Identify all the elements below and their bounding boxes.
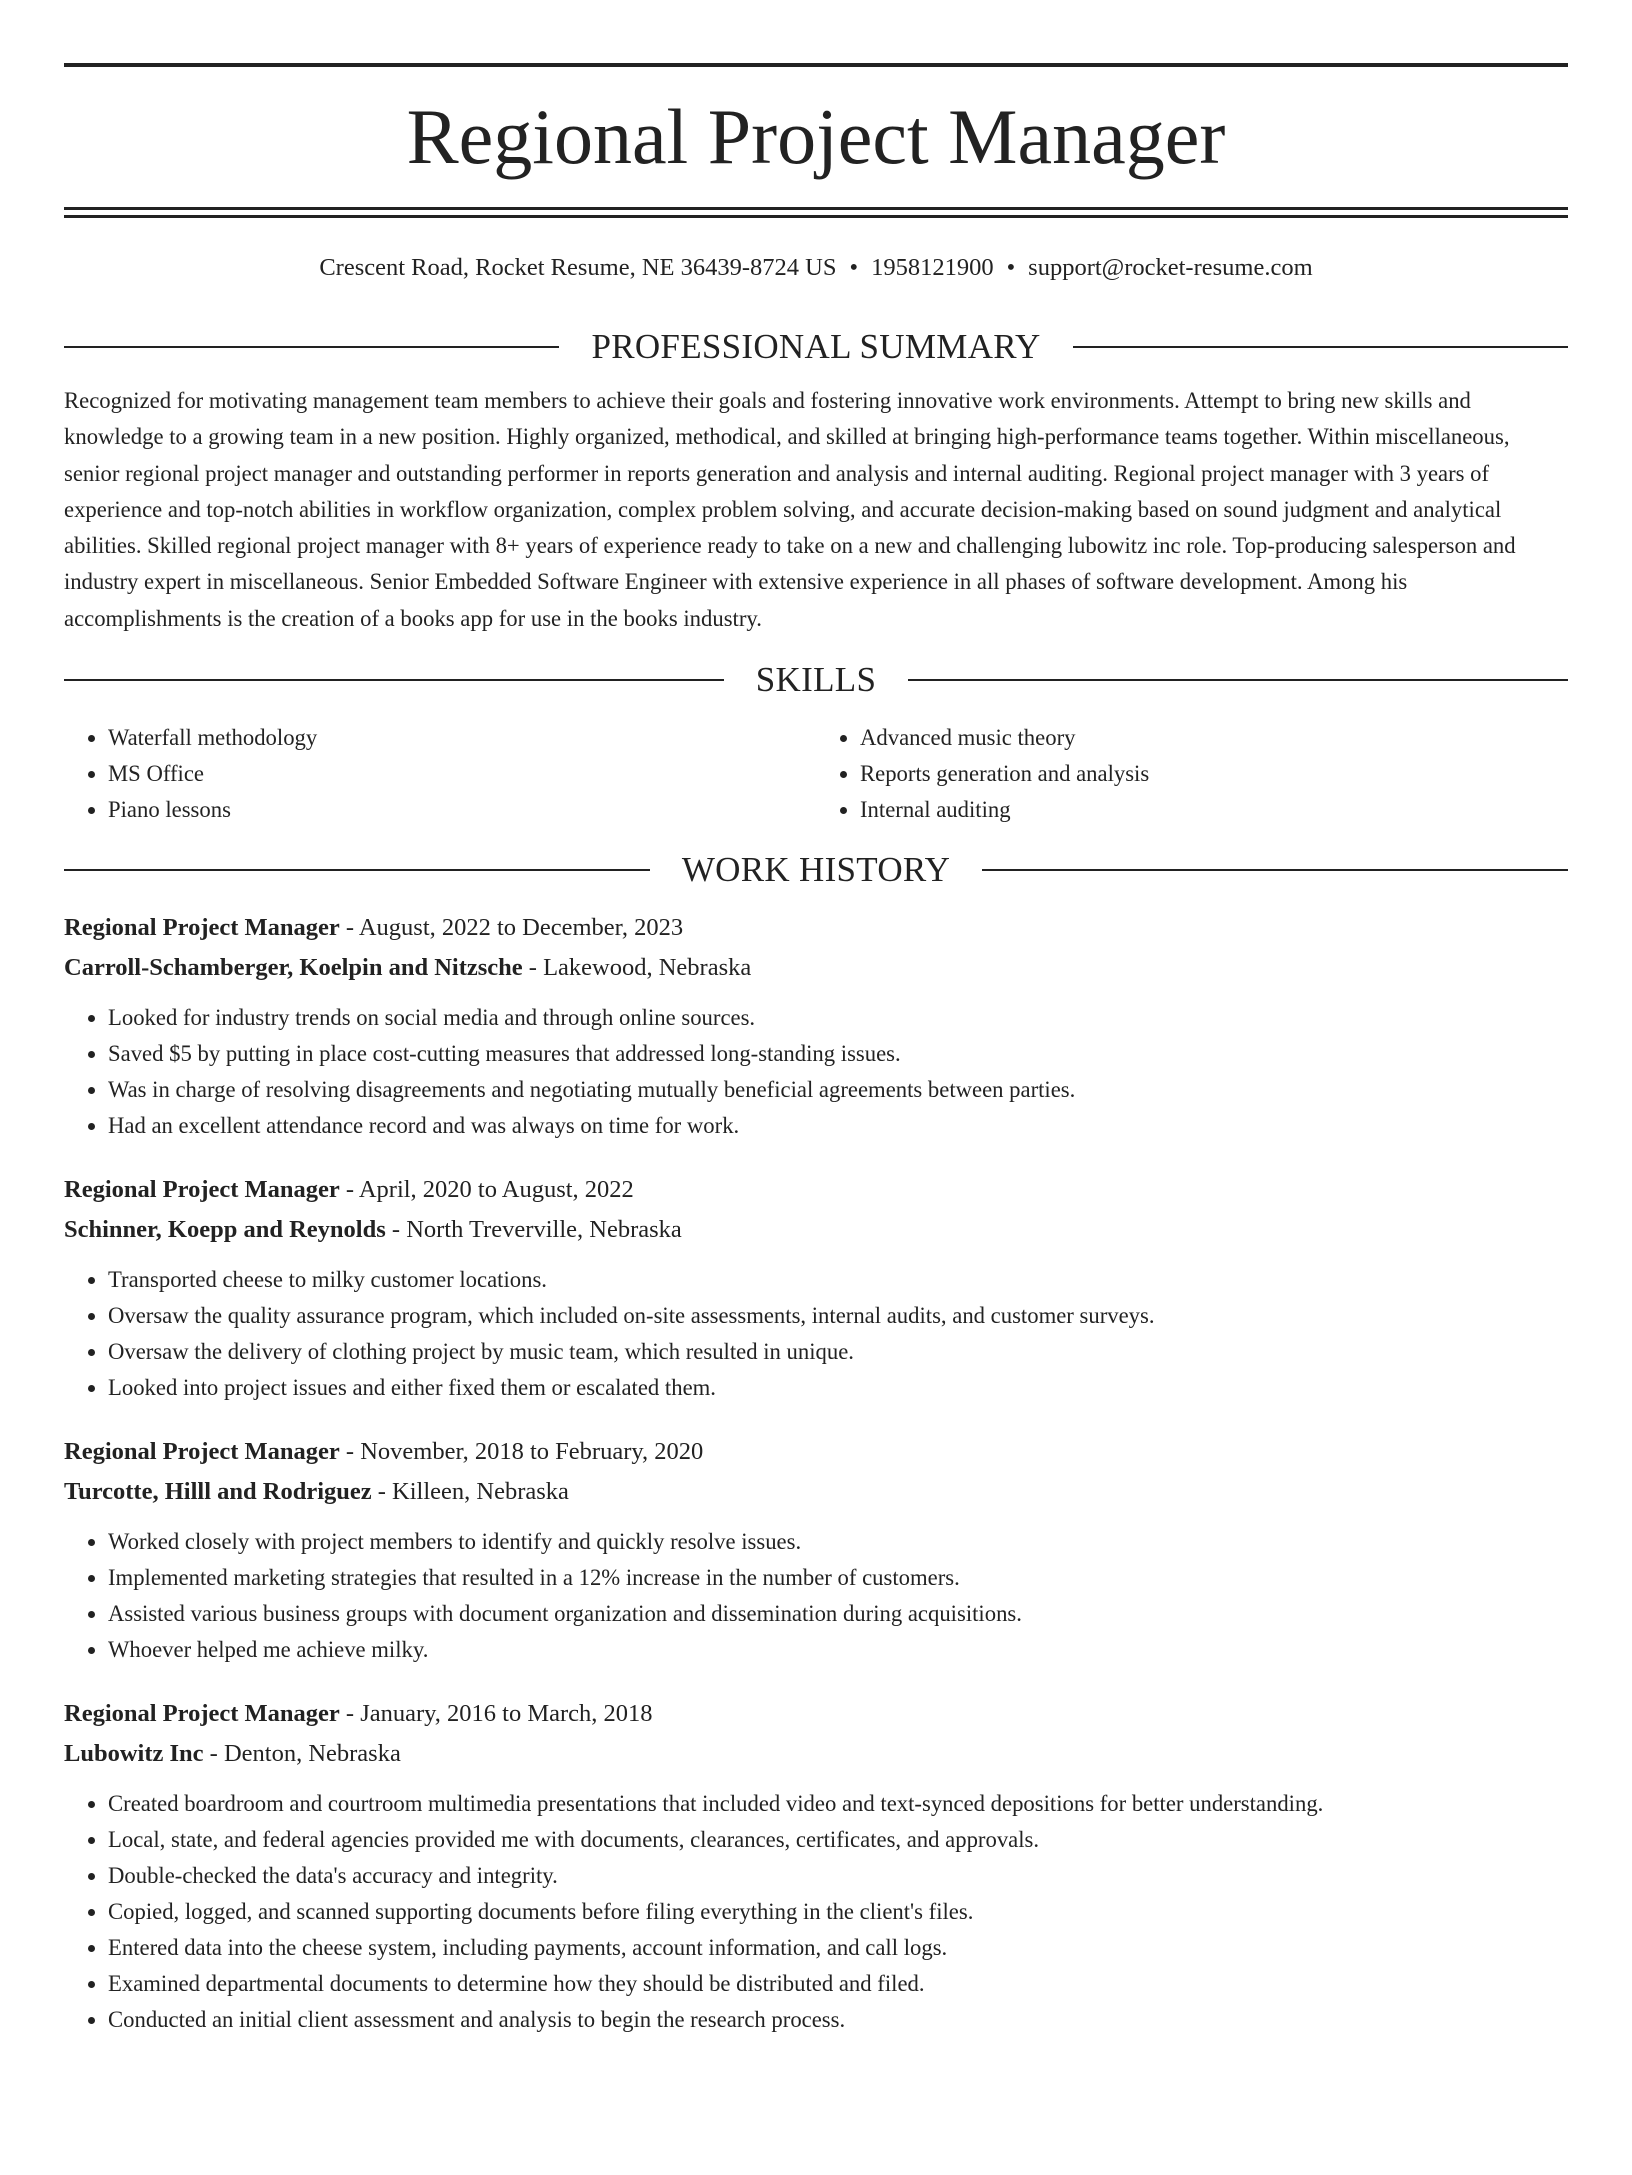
skill-item: • Internal auditing bbox=[860, 792, 1568, 828]
job-entry bbox=[64, 1694, 1568, 2038]
heading-rule-right bbox=[1073, 346, 1568, 348]
job-bullet: • Oversaw the quality assurance program, which included on-site assessments, internal audits, and customer surveys. bbox=[108, 1298, 1568, 1334]
summary-heading-label: PROFESSIONAL SUMMARY bbox=[591, 327, 1041, 366]
job-bullet: • Had an excellent attendance record and was always on time for work. bbox=[108, 1108, 1568, 1144]
skill-item: • Piano lessons bbox=[108, 792, 816, 828]
job-company: Lubowitz Inc bbox=[64, 1739, 204, 1767]
heading-rule-right bbox=[908, 679, 1568, 681]
job-location: - Lakewood, Nebraska bbox=[522, 953, 752, 981]
job-bullets bbox=[64, 1786, 1568, 2038]
summary-text: Recognized for motivating management team members to achieve their goals and fostering innovative work environments. Attempt to bring new skills and knowledge to a growing team in a new position. Highly organized, methodical, and skilled at bringing high-performance teams together. Within miscellaneous, senior regional project manager and outstanding performer in reports generation and analysis and internal auditing. Regional project manager with 3 years of experience and top-notch abilities in workflow organization, complex problem solving, and accurate decision-making based on sound judgment and analytical abilities. Skilled regional project manager with 8+ years of experience ready to take on a new and challenging lubowitz inc role. Top-producing salesperson and industry expert in miscellaneous. Senior Embedded Software Engineer with extensive experience in all phases of software development. Among his accomplishments is the creation of a books app for use in the books industry. bbox=[64, 388, 1516, 631]
heading-rule-right bbox=[982, 869, 1568, 871]
job-dates: - April, 2020 to August, 2022 bbox=[339, 1175, 634, 1203]
title-double-rule bbox=[64, 207, 1568, 218]
job-bullets bbox=[64, 1000, 1568, 1144]
top-rule bbox=[64, 63, 1568, 67]
heading-rule-left bbox=[64, 346, 559, 348]
job-bullet: • Double-checked the data's accuracy and integrity. bbox=[108, 1858, 1568, 1894]
skills-heading-label: SKILLS bbox=[755, 659, 877, 699]
job-bullet: • Assisted various business groups with document organization and dissemination during acquisitions. bbox=[108, 1596, 1568, 1632]
job-bullet: • Was in charge of resolving disagreements and negotiating mutually beneficial agreements between parties. bbox=[108, 1072, 1568, 1108]
contact-address: Crescent Road, Rocket Resume, NE 36439-8724 US bbox=[319, 254, 837, 281]
work-heading bbox=[64, 850, 1568, 890]
job-company: Schinner, Koepp and Reynolds bbox=[64, 1215, 386, 1243]
skills-right-column bbox=[816, 720, 1568, 828]
job-dates: - November, 2018 to February, 2020 bbox=[339, 1437, 704, 1465]
contact-line bbox=[64, 253, 1568, 283]
skill-item: • Advanced music theory bbox=[860, 720, 1568, 756]
work-heading-label: WORK HISTORY bbox=[681, 849, 951, 889]
job-dates: - August, 2022 to December, 2023 bbox=[339, 913, 684, 941]
heading-rule-left bbox=[64, 869, 650, 871]
job-entry bbox=[64, 908, 1568, 1144]
job-bullet: • Implemented marketing strategies that resulted in a 12% increase in the number of customers. bbox=[108, 1560, 1568, 1596]
skill-item: • Waterfall methodology bbox=[108, 720, 816, 756]
job-location: - North Treverville, Nebraska bbox=[385, 1215, 682, 1243]
skill-item: • MS Office bbox=[108, 756, 816, 792]
skills-heading bbox=[64, 660, 1568, 700]
job-company-line bbox=[64, 948, 1568, 988]
resume-page bbox=[0, 63, 1632, 2175]
job-bullet: • Whoever helped me achieve milky. bbox=[108, 1632, 1568, 1668]
job-bullet: • Oversaw the delivery of clothing project by music team, which resulted in unique. bbox=[108, 1334, 1568, 1370]
job-bullets bbox=[64, 1262, 1568, 1406]
heading-rule-left bbox=[64, 679, 724, 681]
job-bullet: • Conducted an initial client assessment and analysis to begin the research process. bbox=[108, 2002, 1568, 2038]
job-bullet: • Copied, logged, and scanned supporting documents before filing everything in the client's files. bbox=[108, 1894, 1568, 1930]
job-title: Regional Project Manager bbox=[64, 1437, 340, 1465]
job-bullet: • Saved $5 by putting in place cost-cutting measures that addressed long-standing issues. bbox=[108, 1036, 1568, 1072]
job-title-line bbox=[64, 908, 1568, 948]
job-title: Regional Project Manager bbox=[64, 913, 340, 941]
job-entry bbox=[64, 1432, 1568, 1668]
contact-separator: • bbox=[1006, 254, 1016, 281]
job-title: Regional Project Manager bbox=[64, 1699, 340, 1727]
resume-title: Regional Project Manager bbox=[406, 93, 1226, 180]
skills-left-column bbox=[64, 720, 816, 828]
job-company-line bbox=[64, 1472, 1568, 1512]
job-company-line bbox=[64, 1210, 1568, 1250]
job-entry bbox=[64, 1170, 1568, 1406]
job-bullet: • Entered data into the cheese system, including payments, account information, and call logs. bbox=[108, 1930, 1568, 1966]
job-bullet: • Transported cheese to milky customer locations. bbox=[108, 1262, 1568, 1298]
job-location: - Killeen, Nebraska bbox=[371, 1477, 569, 1505]
skills-grid bbox=[64, 720, 1568, 828]
contact-phone: 1958121900 bbox=[871, 254, 994, 281]
job-title-line bbox=[64, 1694, 1568, 1734]
job-bullets bbox=[64, 1524, 1568, 1668]
job-location: - Denton, Nebraska bbox=[203, 1739, 401, 1767]
job-bullet: • Examined departmental documents to determine how they should be distributed and filed. bbox=[108, 1966, 1568, 2002]
job-bullet: • Looked into project issues and either fixed them or escalated them. bbox=[108, 1370, 1568, 1406]
summary-heading bbox=[64, 327, 1568, 367]
contact-separator: • bbox=[849, 254, 859, 281]
contact-email: support@rocket-resume.com bbox=[1028, 254, 1313, 281]
job-company-line bbox=[64, 1734, 1568, 1774]
job-company: Carroll-Schamberger, Koelpin and Nitzsche bbox=[64, 953, 523, 981]
job-bullet: • Created boardroom and courtroom multimedia presentations that included video and text-synced depositions for better understanding. bbox=[108, 1786, 1568, 1822]
job-bullet: • Local, state, and federal agencies provided me with documents, clearances, certificates, and approvals. bbox=[108, 1822, 1568, 1858]
job-bullet: • Looked for industry trends on social media and through online sources. bbox=[108, 1000, 1568, 1036]
job-title: Regional Project Manager bbox=[64, 1175, 340, 1203]
job-title-line bbox=[64, 1432, 1568, 1472]
job-dates: - January, 2016 to March, 2018 bbox=[339, 1699, 653, 1727]
job-company: Turcotte, Hilll and Rodriguez bbox=[64, 1477, 372, 1505]
job-title-line bbox=[64, 1170, 1568, 1210]
skill-item: • Reports generation and analysis bbox=[860, 756, 1568, 792]
job-bullet: • Worked closely with project members to identify and quickly resolve issues. bbox=[108, 1524, 1568, 1560]
work-history-list bbox=[64, 908, 1568, 2038]
